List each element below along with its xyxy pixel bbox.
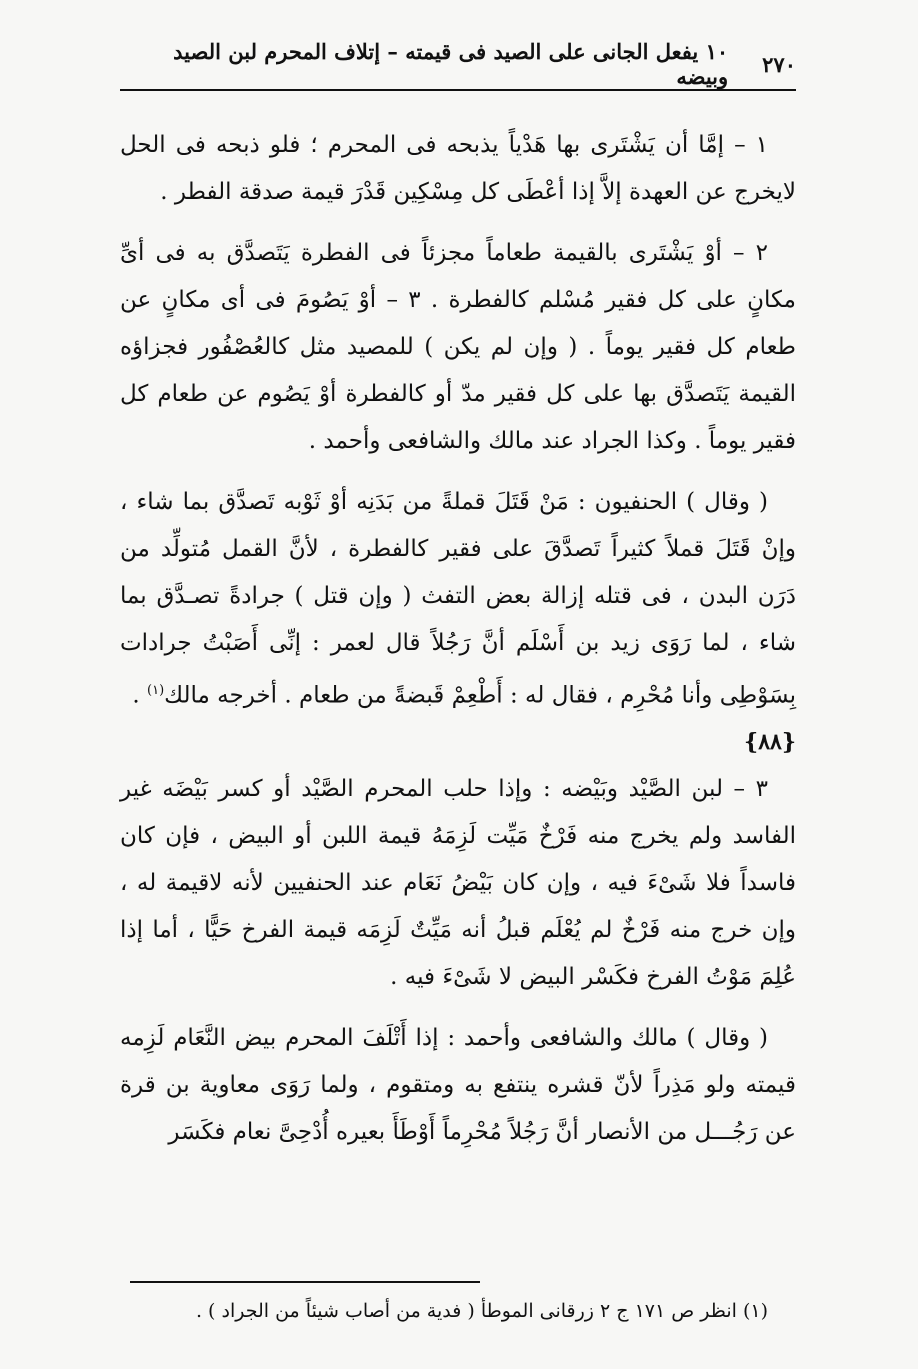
paragraph-1: ١ – إمَّا أن يَشْتَرى بها هَدْياً يذبحه فى المحرم ؛ فلو ذبحه فى الحل لايخرج عن العهدة إلاَّ إذا أعْطَى كل مِسْكِين قَدْرَ قيمة صدقة الفطر . xyxy=(120,132,796,205)
paragraph-4: ٣ – لبن الصَّيْد وبَيْضه : وإذا حلب المحرم الصَّيْد أو كسر بَيْضَه غير الفاسد ولم يخرج منه فَرْخٌ مَيِّت لَزِمَهُ قيمة اللبن أو البيض ، فإن كان فاسداً فلا شَىْءَ فيه ، وإن كان بَيْضُ نَعَام عند الحنفيين لأنه لاقيمة له ، وإن خرج منه فَرْخٌ لم يُعْلَم قبلُ أنه مَيِّتٌ لَزِمَه قيمة الفرخ حَيًّا ، أما إذا عُلِمَ مَوْتُ الفرخ فكَسْر البيض لا شَىْءَ فيه . xyxy=(120,775,797,990)
running-title: ١٠ يفعل الجانى على الصيد فى قيمته – إتلاف المحرم لبن الصيد وبيضه xyxy=(173,39,729,89)
page-header xyxy=(120,39,796,89)
header-rule xyxy=(120,89,796,91)
footnote-rule xyxy=(130,1281,480,1283)
paragraph-3-text: ( وقال ) الحنفيون : مَنْ قَتَلَ قملةً من بَدَنِه أوْ ثَوْبه تَصدَّق بما شاء ، وإنْ قَتَلَ قملاً كثيراً تَصدَّقَ على فقير كالفطرة ، لأنَّ القمل مُتولِّد من دَرَن البدن ، فى قتله إزالة بعض التفث ( وإن قتل ) جرادةً تصـدَّق بما شاء ، لما رَوَى زيد بن أَسْلَم أنَّ رَجُلاً قال لعمر : إنِّى أَصَبْتُ جرادات بِسَوْطِى وأنا مُحْرِم ، فقال له : أَطْعِمْ قَبضةً من طعام . أخرجه مالك xyxy=(120,489,796,709)
paragraph-number-mark: {٨٨} xyxy=(744,728,796,755)
paragraph-5: ( وقال ) مالك والشافعى وأحمد : إذا أَتْلَفَ المحرم بيض النَّعَام لَزِمه قيمته ولو مَذِراً لأنّ قشره ينتفع به ومتقوم ، ولما رَوَى معاوية بن قرة عن رَجُـــل من الأنصار أنَّ رَجُلاً مُحْرِماً أَوْطَأَ بعيره أُدْحِىَّ نعام فكَسَر xyxy=(120,1024,796,1145)
page-number: ٢٧٠ xyxy=(762,51,796,77)
paragraph-2: ٢ – أوْ يَشْتَرى بالقيمة طعاماً مجزئاً فى الفطرة يَتَصدَّق به فى أىِّ مكانٍ على كل فقير مُسْلم كالفطرة . ٣ – أوْ يَصُومَ فى أى مكانٍ عن طعام كل فقير يوماً . ( وإن لم يكن ) للمصيد مثل كالعُصْفُور فجزاؤه القيمة يَتَصدَّق بها على كل فقير مدّ أو كالفطرة أوْ يَصُوم عن طعام كل فقير يوماً . وكذا الجراد عند مالك والشافعى وأحمد . xyxy=(120,240,797,454)
footnote-reference: (١) xyxy=(147,683,165,698)
footnote: (١) انظر ص ١٧١ ج ٢ زرقانى الموطأ ( فدية من أصاب شيئاً من الجراد ) . xyxy=(195,1300,768,1322)
page-body xyxy=(120,122,796,1156)
paragraph-3: ( وقال ) الحنفيون : مَنْ قَتَلَ قملةً من بَدَنِه أوْ ثَوْبه تَصدَّق بما شاء ، وإنْ قَتَلَ قملاً كثيراً تَصدَّقَ على فقير كالفطرة ، لأنَّ القمل مُتولِّد من دَرَن البدن ، فى قتله إزالة بعض التفث ( وإن قتل ) جرادةً تصـدَّق بما شاء ، لما رَوَى زيد بن أَسْلَم أنَّ رَجُلاً قال لعمر : إنِّى أَصَبْتُ جرادات بِسَوْطِى وأنا مُحْرِم ، فقال له : أَطْعِمْ قَبضةً من طعام . أخرجه مالك$^{(١)}$ . xyxy=(120,489,796,709)
